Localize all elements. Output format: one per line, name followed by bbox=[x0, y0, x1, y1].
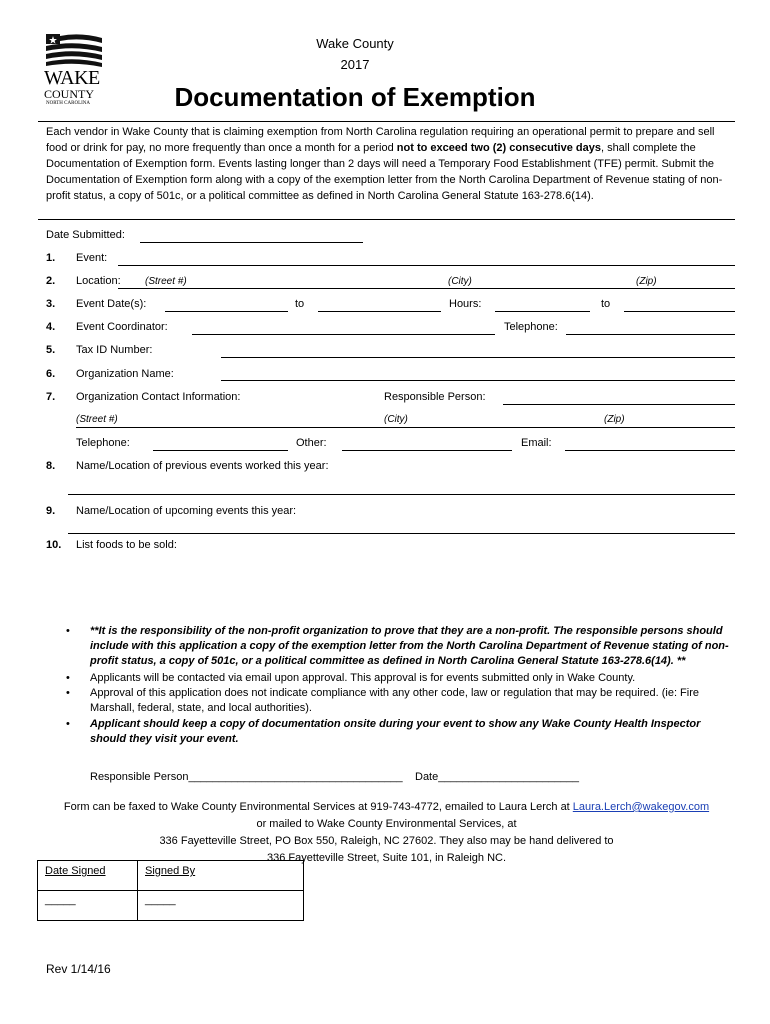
tax-id-label: Tax ID Number: bbox=[76, 344, 153, 356]
item-num-3: 3. bbox=[46, 298, 56, 310]
organization-name-label: Organization Name: bbox=[76, 368, 174, 380]
item-num-4: 4. bbox=[46, 321, 56, 333]
year-heading: 2017 bbox=[340, 57, 370, 72]
wake-county-logo bbox=[44, 34, 104, 108]
item-num-5: 5. bbox=[46, 344, 56, 356]
intro-text-1: Each vendor in Wake County that is claiming exemption from North Carolina regulation requiring an operational permit to prepare and sell food or drink for pay, no more frequently than once a month for a period bbox=[46, 126, 715, 154]
bullet-item bbox=[62, 686, 730, 716]
contact-telephone-field[interactable] bbox=[153, 450, 288, 451]
bullet-dot-icon: • bbox=[66, 687, 70, 699]
instructions-fax-text: Form can be faxed to Wake County Environmental Services at 919-743-4772, emailed to Laura Lerch at bbox=[63, 801, 573, 813]
bullet-approval-text: Applicants will be contacted via email upon approval. This approval is for events submitted only in Wake County. bbox=[90, 672, 636, 684]
signed-table bbox=[37, 860, 304, 921]
email-label: Email: bbox=[521, 437, 552, 449]
coordinator-telephone-label: Telephone: bbox=[504, 321, 558, 333]
organization-name-field[interactable] bbox=[221, 380, 735, 381]
event-coordinator-field[interactable] bbox=[192, 334, 495, 335]
bullet-item bbox=[62, 671, 730, 686]
contact-address-field[interactable] bbox=[76, 427, 735, 428]
item-num-7: 7. bbox=[46, 391, 56, 403]
other-field[interactable] bbox=[342, 450, 512, 451]
date-signed-header: Date Signed bbox=[45, 865, 106, 877]
revision-label: Rev 1/14/16 bbox=[46, 962, 111, 976]
title-divider bbox=[38, 121, 735, 122]
bullet-compliance-text: Approval of this application does not indicate compliance with any other code, law or regulation that may be required. (ie: Fire Marshall, federal, state, and local authorities). bbox=[90, 687, 700, 714]
contact-telephone-label: Telephone: bbox=[76, 437, 130, 449]
other-label: Other: bbox=[296, 437, 327, 449]
bullet-dot-icon: • bbox=[66, 625, 70, 637]
event-date-start-field[interactable] bbox=[165, 311, 288, 312]
event-dates-label: Event Date(s): bbox=[76, 298, 147, 310]
responsible-person-field[interactable] bbox=[503, 404, 735, 405]
item-num-6: 6. bbox=[46, 368, 56, 380]
instructions-line-4: 336 Fayetteville Street, Suite 101, in Raleigh NC. bbox=[266, 852, 507, 864]
page-title: Documentation of Exemption bbox=[174, 82, 536, 112]
location-field[interactable] bbox=[118, 288, 735, 289]
responsible-person-label: Responsible Person: bbox=[384, 391, 486, 403]
date-submitted-label: Date Submitted: bbox=[46, 229, 125, 241]
org-contact-label: Organization Contact Information: bbox=[76, 391, 241, 403]
hours-label: Hours: bbox=[449, 298, 482, 310]
submission-instructions bbox=[38, 799, 735, 867]
event-label: Event: bbox=[76, 252, 108, 264]
bullet-item bbox=[62, 717, 730, 747]
flag-icon bbox=[46, 34, 102, 68]
event-field[interactable] bbox=[118, 265, 735, 266]
item-num-2: 2. bbox=[46, 275, 56, 287]
bullet-item bbox=[62, 624, 730, 669]
instructions-line-2: or mailed to Wake County Environmental Services, at bbox=[256, 818, 517, 830]
item-num-8: 8. bbox=[46, 460, 56, 472]
bullet-onsite-text: Applicant should keep a copy of documentation onsite during your event to show any Wake County Health Inspector should they visit your event. bbox=[90, 718, 701, 745]
upcoming-events-label: Name/Location of upcoming events this year: bbox=[76, 505, 297, 517]
hours-start-field[interactable] bbox=[495, 311, 590, 312]
location-city-hint: (City) bbox=[448, 276, 472, 287]
intro-text-2: , shall complete the Documentation of Exemption form. Events lasting longer than 2 days will need a Temporary Food Establishment (TFE) permit. Submit the Documentation of Exemption form along with a copy of the exemption letter from the North Carolina Department of Revenue stating of non-profit status, a copy of 501c, or a political committee as defined in North Carolina General Statute 163-278.6(14). bbox=[46, 142, 723, 202]
location-label: Location: bbox=[76, 275, 121, 287]
foods-area[interactable] bbox=[76, 555, 735, 615]
intro-paragraph bbox=[46, 124, 726, 204]
previous-events-label: Name/Location of previous events worked this year: bbox=[76, 460, 329, 472]
instructions-line-3: 336 Fayetteville Street, PO Box 550, Raleigh, NC 27602. They also may be hand delivered to bbox=[159, 835, 614, 847]
intro-bold: not to exceed two (2) consecutive days bbox=[396, 142, 601, 154]
event-coordinator-label: Event Coordinator: bbox=[76, 321, 168, 333]
bullet-dot-icon: • bbox=[66, 718, 70, 730]
table-divider-horizontal bbox=[38, 890, 303, 891]
item-num-1: 1. bbox=[46, 252, 56, 264]
coordinator-telephone-field[interactable] bbox=[566, 334, 735, 335]
date-signed-value[interactable]: _____ bbox=[45, 894, 76, 906]
logo-county: COUNTY bbox=[44, 87, 94, 101]
responsible-person-signature[interactable]: Responsible Person___________________________________ bbox=[90, 771, 403, 783]
hours-to: to bbox=[601, 298, 611, 310]
logo-nc: NORTH CAROLINA bbox=[46, 101, 91, 106]
event-date-to: to bbox=[295, 298, 305, 310]
intro-divider bbox=[38, 219, 735, 220]
location-street-hint: (Street #) bbox=[145, 276, 187, 287]
hours-end-field[interactable] bbox=[624, 311, 735, 312]
bullet-list bbox=[62, 624, 730, 747]
signed-by-header: Signed By bbox=[145, 865, 196, 877]
item-num-10: 10. bbox=[46, 539, 62, 551]
email-link[interactable]: Laura.Lerch@wakegov.com bbox=[572, 801, 710, 813]
county-heading: Wake County bbox=[316, 36, 394, 51]
date-submitted-field[interactable] bbox=[140, 242, 363, 243]
signed-by-value[interactable]: _____ bbox=[145, 894, 176, 906]
tax-id-field[interactable] bbox=[221, 357, 735, 358]
upcoming-events-field[interactable] bbox=[68, 533, 735, 534]
item-num-9: 9. bbox=[46, 505, 56, 517]
logo-wake: WAKE bbox=[44, 67, 100, 89]
signature-date[interactable]: Date_______________________ bbox=[415, 771, 579, 783]
event-date-end-field[interactable] bbox=[318, 311, 441, 312]
previous-events-field[interactable] bbox=[68, 494, 735, 495]
bullet-dot-icon: • bbox=[66, 672, 70, 684]
contact-zip-hint: (Zip) bbox=[604, 414, 625, 425]
contact-street-hint: (Street #) bbox=[76, 414, 118, 425]
email-field[interactable] bbox=[565, 450, 735, 451]
contact-city-hint: (City) bbox=[384, 414, 408, 425]
bullet-nonprofit-text: **It is the responsibility of the non-profit organization to prove that they are a non-profit. The responsible persons should include with this application a copy of the exemption letter from the North Carolina Department of Revenue stating of non-profit status, a copy of 501c, or a political committee as defined in North Carolina General Statute 163-278.6(14). ** bbox=[90, 625, 729, 667]
foods-label: List foods to be sold: bbox=[76, 539, 177, 551]
instructions-line-1 bbox=[38, 799, 735, 816]
location-zip-hint: (Zip) bbox=[636, 276, 657, 287]
